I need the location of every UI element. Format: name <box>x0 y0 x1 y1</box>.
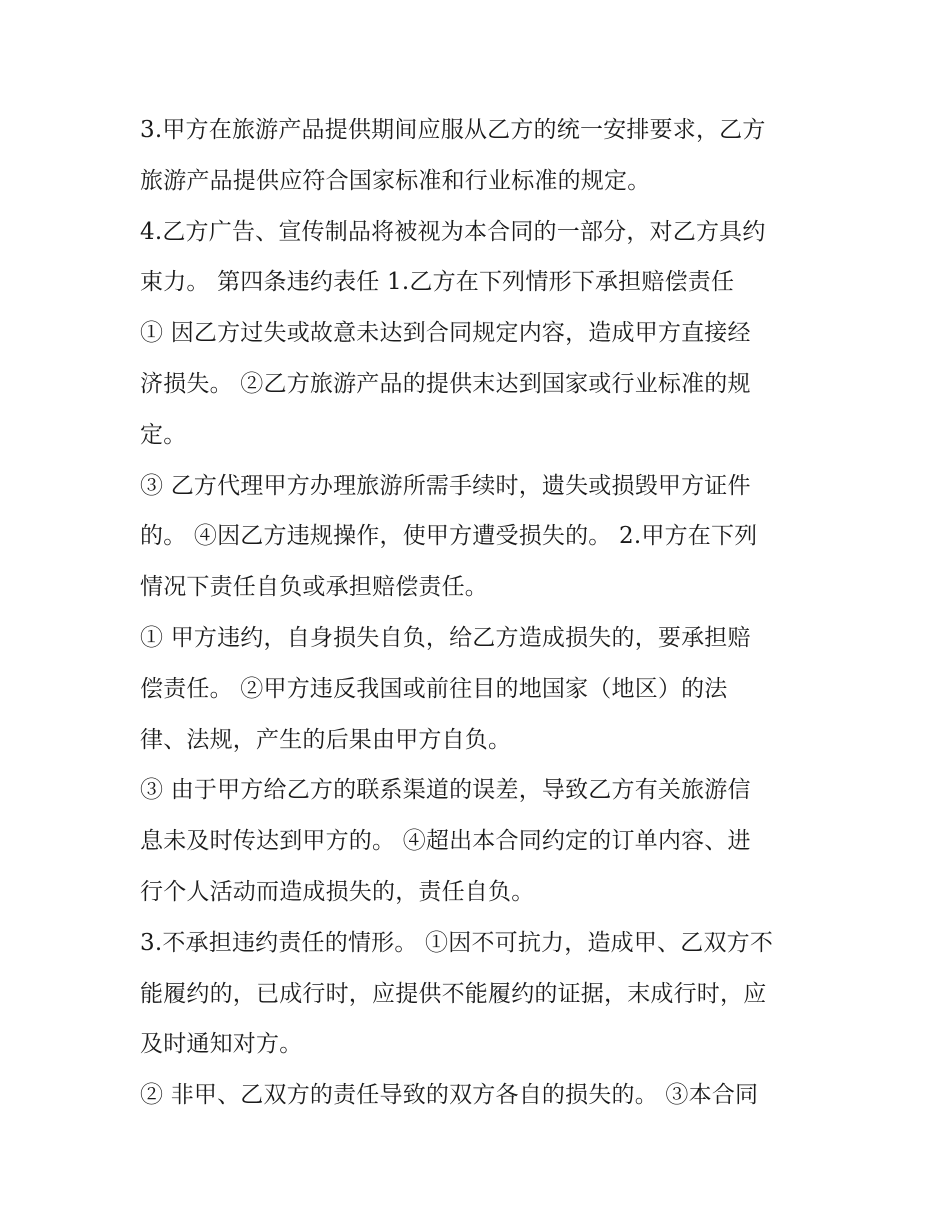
text-line: 偿责任。 ②甲方违反我国或前往目的地国家（地区）的法 <box>140 675 728 702</box>
text-line: 及时通知对方。 <box>140 1031 303 1058</box>
text-line: ① 甲方违约，自身损失自负，给乙方造成损失的，要承担赔 <box>140 624 751 651</box>
text-line: 行个人活动而造成损失的，责任自负。 <box>140 878 535 905</box>
text-line: 济损失。 ②乙方旅游产品的提供末达到国家或行业标准的规 <box>140 370 751 397</box>
text-line: 3.甲方在旅游产品提供期间应服从乙方的统一安排要求，乙方 <box>140 117 766 143</box>
text-line: 律、法规，产生的后果由甲方自负。 <box>140 726 512 753</box>
text-line: 4.乙方广告、宣传制品将被视为本合同的一部分，对乙方具约 <box>140 218 766 245</box>
text-line: ③ 由于甲方给乙方的联系渠道的误差，导致乙方有关旅游信 <box>140 777 751 804</box>
text-line: 旅游产品提供应符合国家标准和行业标准的规定。 <box>140 167 651 194</box>
text-line: 息未及时传达到甲方的。 ④超出本合同约定的订单内容、进 <box>140 828 751 855</box>
text-line: 3.不承担违约责任的情形。 ①因不可抗力，造成甲、乙双方不 <box>140 929 774 956</box>
text-line: ③ 乙方代理甲方办理旅游所需手续时，遗失或损毁甲方证件 <box>140 472 751 499</box>
text-line: 情况下责任自负或承担赔偿责任。 <box>140 574 488 601</box>
text-line: 束力。 第四条违约表任 1.乙方在下列情形下承担赔偿责任 <box>140 269 735 296</box>
text-line: 定。 <box>140 421 187 448</box>
text-line: ① 因乙方过失或故意未达到合同规定内容，造成甲方直接经 <box>140 320 751 347</box>
document-body <box>140 105 820 1121</box>
text-line: 能履约的，已成行时，应提供不能履约的证据，末成行时，应 <box>140 980 767 1007</box>
text-line: ② 非甲、乙双方的责任导致的双方各自的损失的。 ③本合同 <box>140 1082 759 1109</box>
text-line: 的。 ④因乙方违规操作，使甲方遭受损失的。 2.甲方在下列 <box>140 523 758 550</box>
